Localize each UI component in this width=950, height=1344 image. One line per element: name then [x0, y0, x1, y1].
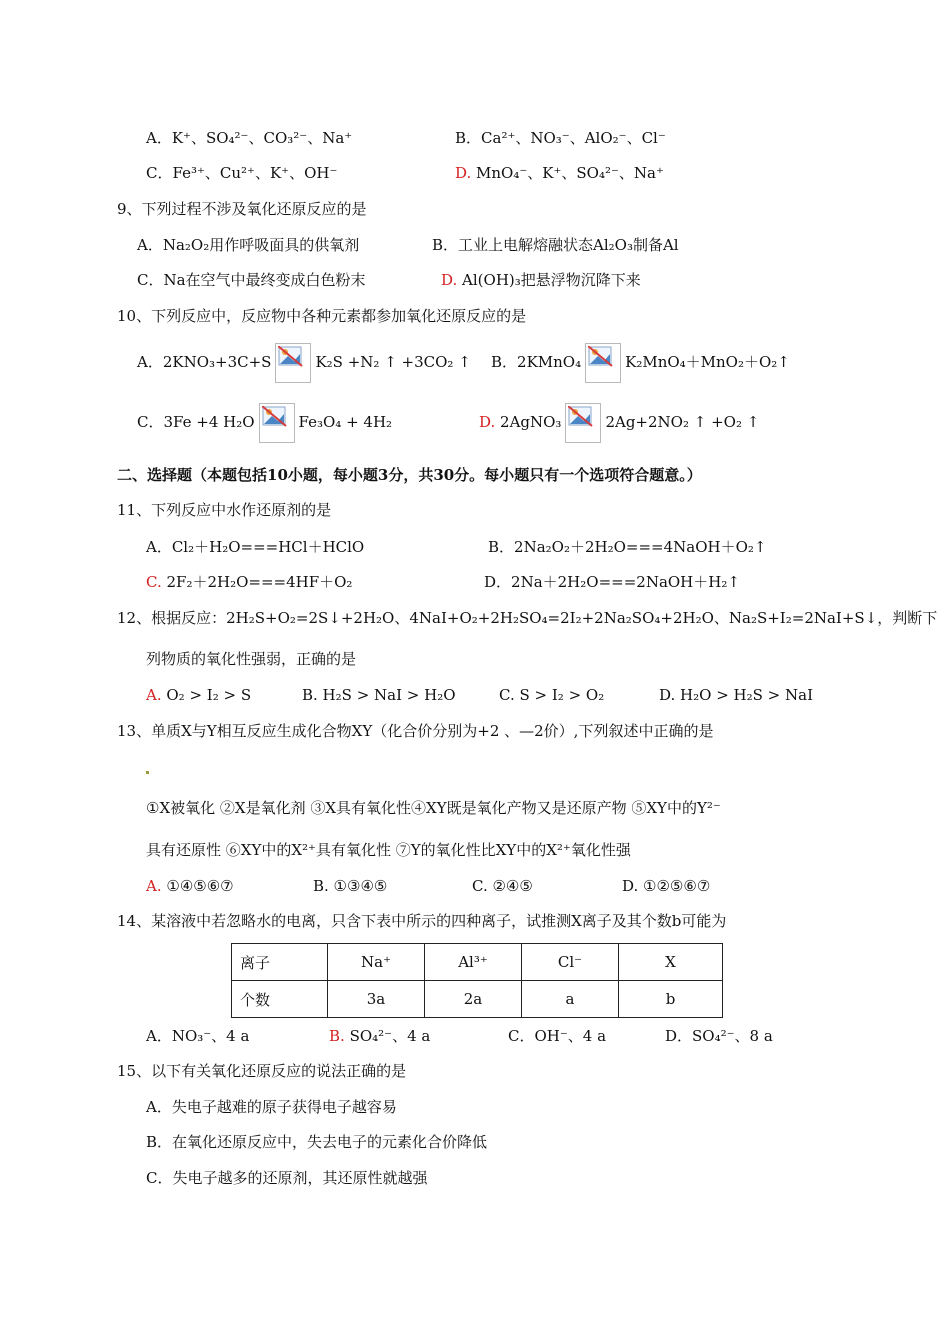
q11-option-d: D．2Na＋2H₂O===2NaOH＋H₂↑	[484, 573, 740, 591]
q10-b-products: K₂MnO₄＋MnO₂＋O₂↑	[625, 353, 790, 371]
section-heading: 二、选择题（本题包括10小题，每小题3分，共30分。每小题只有一个选项符合题意。）	[117, 466, 702, 484]
q13-option-d: D. ①②⑤⑥⑦	[622, 877, 711, 895]
table-cell: Cl⁻	[522, 944, 619, 981]
q12-stem-line2: 列物质的氧化性强弱，正确的是	[146, 650, 357, 668]
table-cell: 个数	[232, 981, 328, 1018]
q9-option-d	[441, 270, 641, 290]
q14-option-c: C．OH⁻、4 a	[508, 1027, 607, 1045]
table-row	[232, 944, 723, 981]
q10-c-reactants: C．3Fe +4 H₂O	[137, 413, 255, 431]
q13-stem: 13、单质X与Y相互反应生成化合物XY（化合价分别为+2 、—2价）,下列叙述中正确的是	[117, 722, 714, 740]
answer-letter: C.	[146, 573, 162, 591]
table-cell: 离子	[232, 944, 328, 981]
answer-letter: D.	[441, 271, 458, 289]
q10-option-d	[479, 402, 759, 443]
q13-statements-line2: 具有还原性 ⑥XY中的X²⁺具有氧化性 ⑦Y的氧化性比XY中的X²⁺氧化性强	[146, 841, 631, 859]
answer-letter: A.	[146, 686, 162, 704]
table-cell: Na⁺	[328, 944, 425, 981]
broken-image-icon	[259, 403, 295, 443]
answer-letter: D.	[479, 413, 496, 431]
q13-option-b: B. ①③④⑤	[313, 877, 388, 895]
q14-option-a: A．NO₃⁻、4 a	[146, 1027, 250, 1045]
q14-option-d: D．SO₄²⁻、8 a	[665, 1027, 773, 1045]
q8-option-d-text: MnO₄⁻、K⁺、SO₄²⁻、Na⁺	[471, 164, 664, 182]
broken-image-icon	[585, 343, 621, 383]
q14-option-b	[329, 1026, 430, 1046]
q13-option-a-text: ①④⑤⑥⑦	[161, 877, 234, 895]
q11-option-a: A．Cl₂＋H₂O===HCl＋HClO	[146, 538, 365, 556]
q11-option-c	[146, 572, 352, 592]
q10-option-b	[491, 342, 790, 383]
q13-statements-line1: ①X被氧化 ②X是氧化剂 ③X具有氧化性④XY既是氧化产物又是还原产物 ⑤XY中的Y²⁻	[146, 799, 721, 817]
q8-option-b: B．Ca²⁺、NO₃⁻、AlO₂⁻、Cl⁻	[455, 129, 666, 147]
table-row	[232, 981, 723, 1018]
artifact-dot	[146, 771, 149, 774]
q12-option-a	[146, 685, 251, 705]
q11-option-c-text: 2F₂＋2H₂O===4HF＋O₂	[161, 573, 353, 591]
q9-stem: 9、下列过程不涉及氧化还原反应的是	[117, 200, 367, 218]
q13-option-a	[146, 876, 234, 896]
q8-option-c: C．Fe³⁺、Cu²⁺、K⁺、OH⁻	[146, 164, 338, 182]
q12-stem-line1: 12、根据反应：2H₂S+O₂=2S↓+2H₂O、4NaI+O₂+2H₂SO₄=2I₂+2Na₂SO₄+2H₂O、Na₂S+I₂=2NaI+S↓，判断下	[117, 609, 938, 627]
q12-option-c: C. S > I₂ > O₂	[499, 686, 605, 704]
q10-a-products: K₂S +N₂ ↑ +3CO₂ ↑	[315, 353, 471, 371]
q12-option-b: B. H₂S > NaI > H₂O	[302, 686, 456, 704]
q10-d-products: 2Ag+2NO₂ ↑ +O₂ ↑	[605, 413, 760, 431]
q9-option-c: C．Na在空气中最终变成白色粉末	[137, 271, 366, 289]
q12-option-d: D. H₂O > H₂S > NaI	[659, 686, 813, 704]
q8-option-d	[455, 163, 664, 183]
q10-a-reactants: A．2KNO₃+3C+S	[137, 353, 272, 371]
table-cell: Al³⁺	[425, 944, 522, 981]
table-cell: 3a	[328, 981, 425, 1018]
answer-letter: D.	[455, 164, 472, 182]
table-cell: X	[619, 944, 723, 981]
broken-image-icon	[275, 343, 311, 383]
q10-option-a	[137, 342, 471, 383]
table-cell: a	[522, 981, 619, 1018]
q11-option-b: B．2Na₂O₂＋2H₂O===4NaOH＋O₂↑	[488, 538, 767, 556]
q11-stem: 11、下列反应中水作还原剂的是	[117, 501, 332, 519]
q14-stem: 14、某溶液中若忽略水的电离，只含下表中所示的四种离子，试推测X离子及其个数b可能为	[117, 912, 727, 930]
broken-image-icon	[565, 403, 601, 443]
q12-option-a-text: O₂ > I₂ > S	[161, 686, 252, 704]
q15-option-c: C．失电子越多的还原剂，其还原性就越强	[146, 1169, 428, 1187]
q9-option-d-text: Al(OH)₃把悬浮物沉降下来	[457, 271, 641, 289]
q13-option-c: C. ②④⑤	[472, 877, 533, 895]
q10-b-reactants: B．2KMnO₄	[491, 353, 582, 371]
answer-letter: A.	[146, 877, 162, 895]
answer-letter: B.	[329, 1027, 345, 1045]
q10-c-products: Fe₃O₄ + 4H₂	[298, 413, 393, 431]
q9-option-a: A．Na₂O₂用作呼吸面具的供氧剂	[137, 236, 360, 254]
q10-d-reactants: 2AgNO₃	[495, 413, 562, 431]
table-cell: 2a	[425, 981, 522, 1018]
q14-option-b-text: SO₄²⁻、4 a	[344, 1027, 431, 1045]
q15-stem: 15、以下有关氧化还原反应的说法正确的是	[117, 1062, 407, 1080]
q9-option-b: B．工业上电解熔融状态Al₂O₃制备Al	[432, 236, 679, 254]
q8-option-a: A．K⁺、SO₄²⁻、CO₃²⁻、Na⁺	[146, 129, 353, 147]
q15-option-b: B．在氧化还原反应中，失去电子的元素化合价降低	[146, 1133, 488, 1151]
q15-option-a: A．失电子越难的原子获得电子越容易	[146, 1098, 397, 1116]
ion-table	[231, 943, 723, 1018]
table-cell: b	[619, 981, 723, 1018]
q10-option-c	[137, 402, 392, 443]
q10-stem: 10、下列反应中，反应物中各种元素都参加氧化还原反应的是	[117, 307, 527, 325]
